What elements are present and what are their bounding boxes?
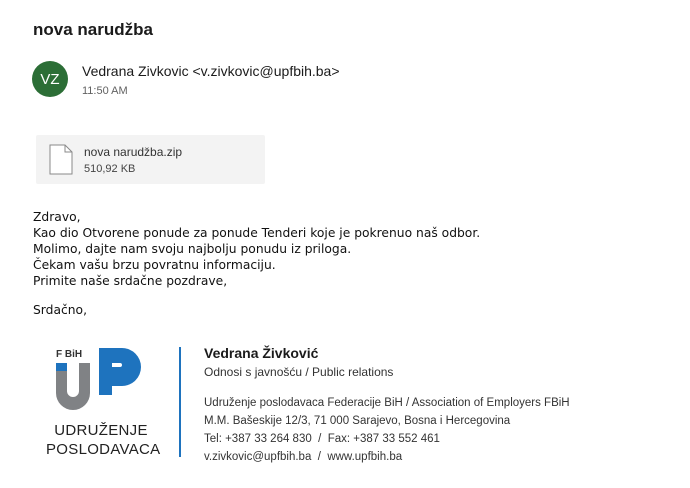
message-body — [33, 209, 480, 289]
attachment-size: 510,92 KB — [84, 163, 136, 175]
attachment-card[interactable] — [36, 135, 265, 184]
sender-name[interactable]: Vedrana Zivkovic <v.zivkovic@upfbih.ba> — [82, 63, 340, 79]
signature-org: Udruženje poslodavaca Federacije BiH / Association of Employers FBiH — [204, 397, 570, 409]
signature-role: Odnosi s javnošću / Public relations — [204, 365, 394, 379]
signature-web[interactable]: v.zivkovic@upfbih.ba / www.upfbih.ba — [204, 451, 403, 463]
attachment-name: nova narudžba.zip — [84, 145, 183, 159]
avatar[interactable]: VZ — [32, 61, 68, 97]
file-icon — [49, 144, 73, 175]
body-line: Čekam vašu brzu povratnu informaciju. — [33, 258, 276, 272]
logo-tag: F BiH — [56, 349, 83, 360]
received-time: 11:50 AM — [82, 85, 128, 97]
body-line: Zdravo, — [33, 210, 81, 224]
signature-address: M.M. Bašeskije 12/3, 71 000 Sarajevo, Bosna i Hercegovina — [204, 415, 511, 427]
signature-phone: Tel: +387 33 264 830 / Fax: +387 33 552 461 — [204, 433, 440, 445]
logo-line-1: UDRUŽENJE — [54, 422, 148, 439]
signature-block — [204, 345, 570, 466]
email-subject: nova narudžba — [33, 20, 153, 39]
signature-divider — [179, 347, 181, 457]
body-line: Primite naše srdačne pozdrave, — [33, 274, 228, 288]
body-line: Kao dio Otvorene ponude za ponude Tenderi koje je pokrenuo naš odbor. — [33, 226, 481, 240]
closing-text: Srdačno, — [33, 303, 87, 317]
signature-name: Vedrana Živković — [204, 345, 319, 361]
body-line: Molimo, dajte nam svoju najbolju ponudu iz priloga. — [33, 242, 352, 256]
logo-line-2: POSLODAVACA — [46, 441, 161, 458]
